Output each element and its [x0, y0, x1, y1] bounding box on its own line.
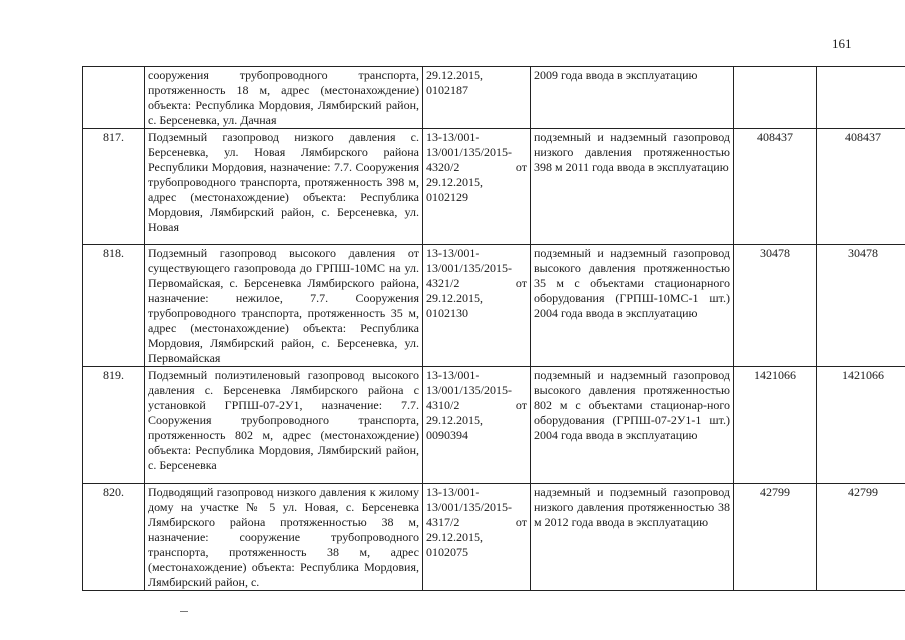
property-registry-table — [82, 66, 905, 591]
registration-cell: 13-13/001-13/001/135/2015-4310/2 от 29.12.2015, 0090394 — [423, 367, 531, 484]
page-number: 161 — [832, 36, 852, 51]
object-description-cell: Подводящий газопровод низкого давления к жилому дому на участке № 5 ул. Новая, с. Берсеневка Лямбирского района протяженностью 38 м, назначение: сооружение трубопроводного транспорта, протяженность 38 м, адрес (местонахождение) объекта: Республика Мордовия, Лямбирский район, с. — [145, 484, 423, 591]
object-description-cell: Подземный полиэтиленовый газопровод высокого давления с. Берсеневка Лямбирского района с установкой ГРПШ-07-2У1, назначение: 7.7. Сооружения трубопроводного транспорта, протяженность 802 м, адрес (местонахождение) объекта: Республика Мордовия, Лямбирский район, с. Берсеневка — [145, 367, 423, 484]
row-number-cell: 818. — [83, 245, 145, 367]
value-cell-2: 42799 — [817, 484, 905, 591]
row-number-cell — [83, 67, 145, 129]
table-row — [83, 245, 905, 367]
value-cell-2: 408437 — [817, 129, 905, 245]
characteristics-cell: надземный и подземный газопровод низкого давления протяженностью 38 м 2012 года ввода в эксплуатацию — [531, 484, 734, 591]
row-number-cell: 817. — [83, 129, 145, 245]
characteristics-cell: подземный и надземный газопровод высокого давления протяженностью 35 м с объектами стационарного оборудования (ГРПШ-10МС-1 шт.) 2004 года ввода в эксплуатацию — [531, 245, 734, 367]
object-description-cell: Подземный газопровод низкого давления с. Берсеневка, ул. Новая Лямбирского района Республики Мордовия, назначение: 7.7. Сооружения трубопроводного транспорта, протяженность 398 м, адрес (местонахождение) объекта: Республика Мордовия, Лямбирский район, с. Берсеневка, ул. Новая — [145, 129, 423, 245]
table-row — [83, 129, 905, 245]
table-row — [83, 67, 905, 129]
object-description-cell: Подземный газопровод высокого давления от существующего газопровода до ГРПШ-10МС на ул. Первомайская, с. Берсеневка Лямбирского района, назначение: нежилое, 7.7. Сооружения трубопроводного транспорта, протяженность 35 м, адрес (местонахождение) объекта: Республика Мордовия, Лямбирский район, с. Берсеневка, ул. Первомайская — [145, 245, 423, 367]
value-cell-1 — [734, 67, 817, 129]
characteristics-cell: 2009 года ввода в эксплуатацию — [531, 67, 734, 129]
registration-cell: 13-13/001-13/001/135/2015-4320/2 от 29.12.2015, 0102129 — [423, 129, 531, 245]
value-cell-1: 408437 — [734, 129, 817, 245]
value-cell-1: 30478 — [734, 245, 817, 367]
row-number-cell: 820. — [83, 484, 145, 591]
scan-mark — [180, 611, 188, 612]
value-cell-1: 1421066 — [734, 367, 817, 484]
value-cell-2: 1421066 — [817, 367, 905, 484]
characteristics-cell: подземный и надземный газопровод высокого давления протяженностью 802 м с объектами стационар-ного оборудования (ГРПШ-07-2У1-1 шт.) 2004 года ввода в эксплуатацию — [531, 367, 734, 484]
registration-cell: 13-13/001-13/001/135/2015-4317/2 от 29.12.2015, 0102075 — [423, 484, 531, 591]
registration-cell: 29.12.2015, 0102187 — [423, 67, 531, 129]
value-cell-2 — [817, 67, 905, 129]
row-number-cell: 819. — [83, 367, 145, 484]
object-description-cell: сооружения трубопроводного транспорта, протяженность 18 м, адрес (местонахождение) объекта: Республика Мордовия, Лямбирский район, с. Берсеневка, ул. Дачная — [145, 67, 423, 129]
table-row — [83, 367, 905, 484]
registration-cell: 13-13/001-13/001/135/2015-4321/2 от 29.12.2015, 0102130 — [423, 245, 531, 367]
characteristics-cell: подземный и надземный газопровод низкого давления протяженностью 398 м 2011 года ввода в эксплуатацию — [531, 129, 734, 245]
table-row — [83, 484, 905, 591]
value-cell-1: 42799 — [734, 484, 817, 591]
value-cell-2: 30478 — [817, 245, 905, 367]
